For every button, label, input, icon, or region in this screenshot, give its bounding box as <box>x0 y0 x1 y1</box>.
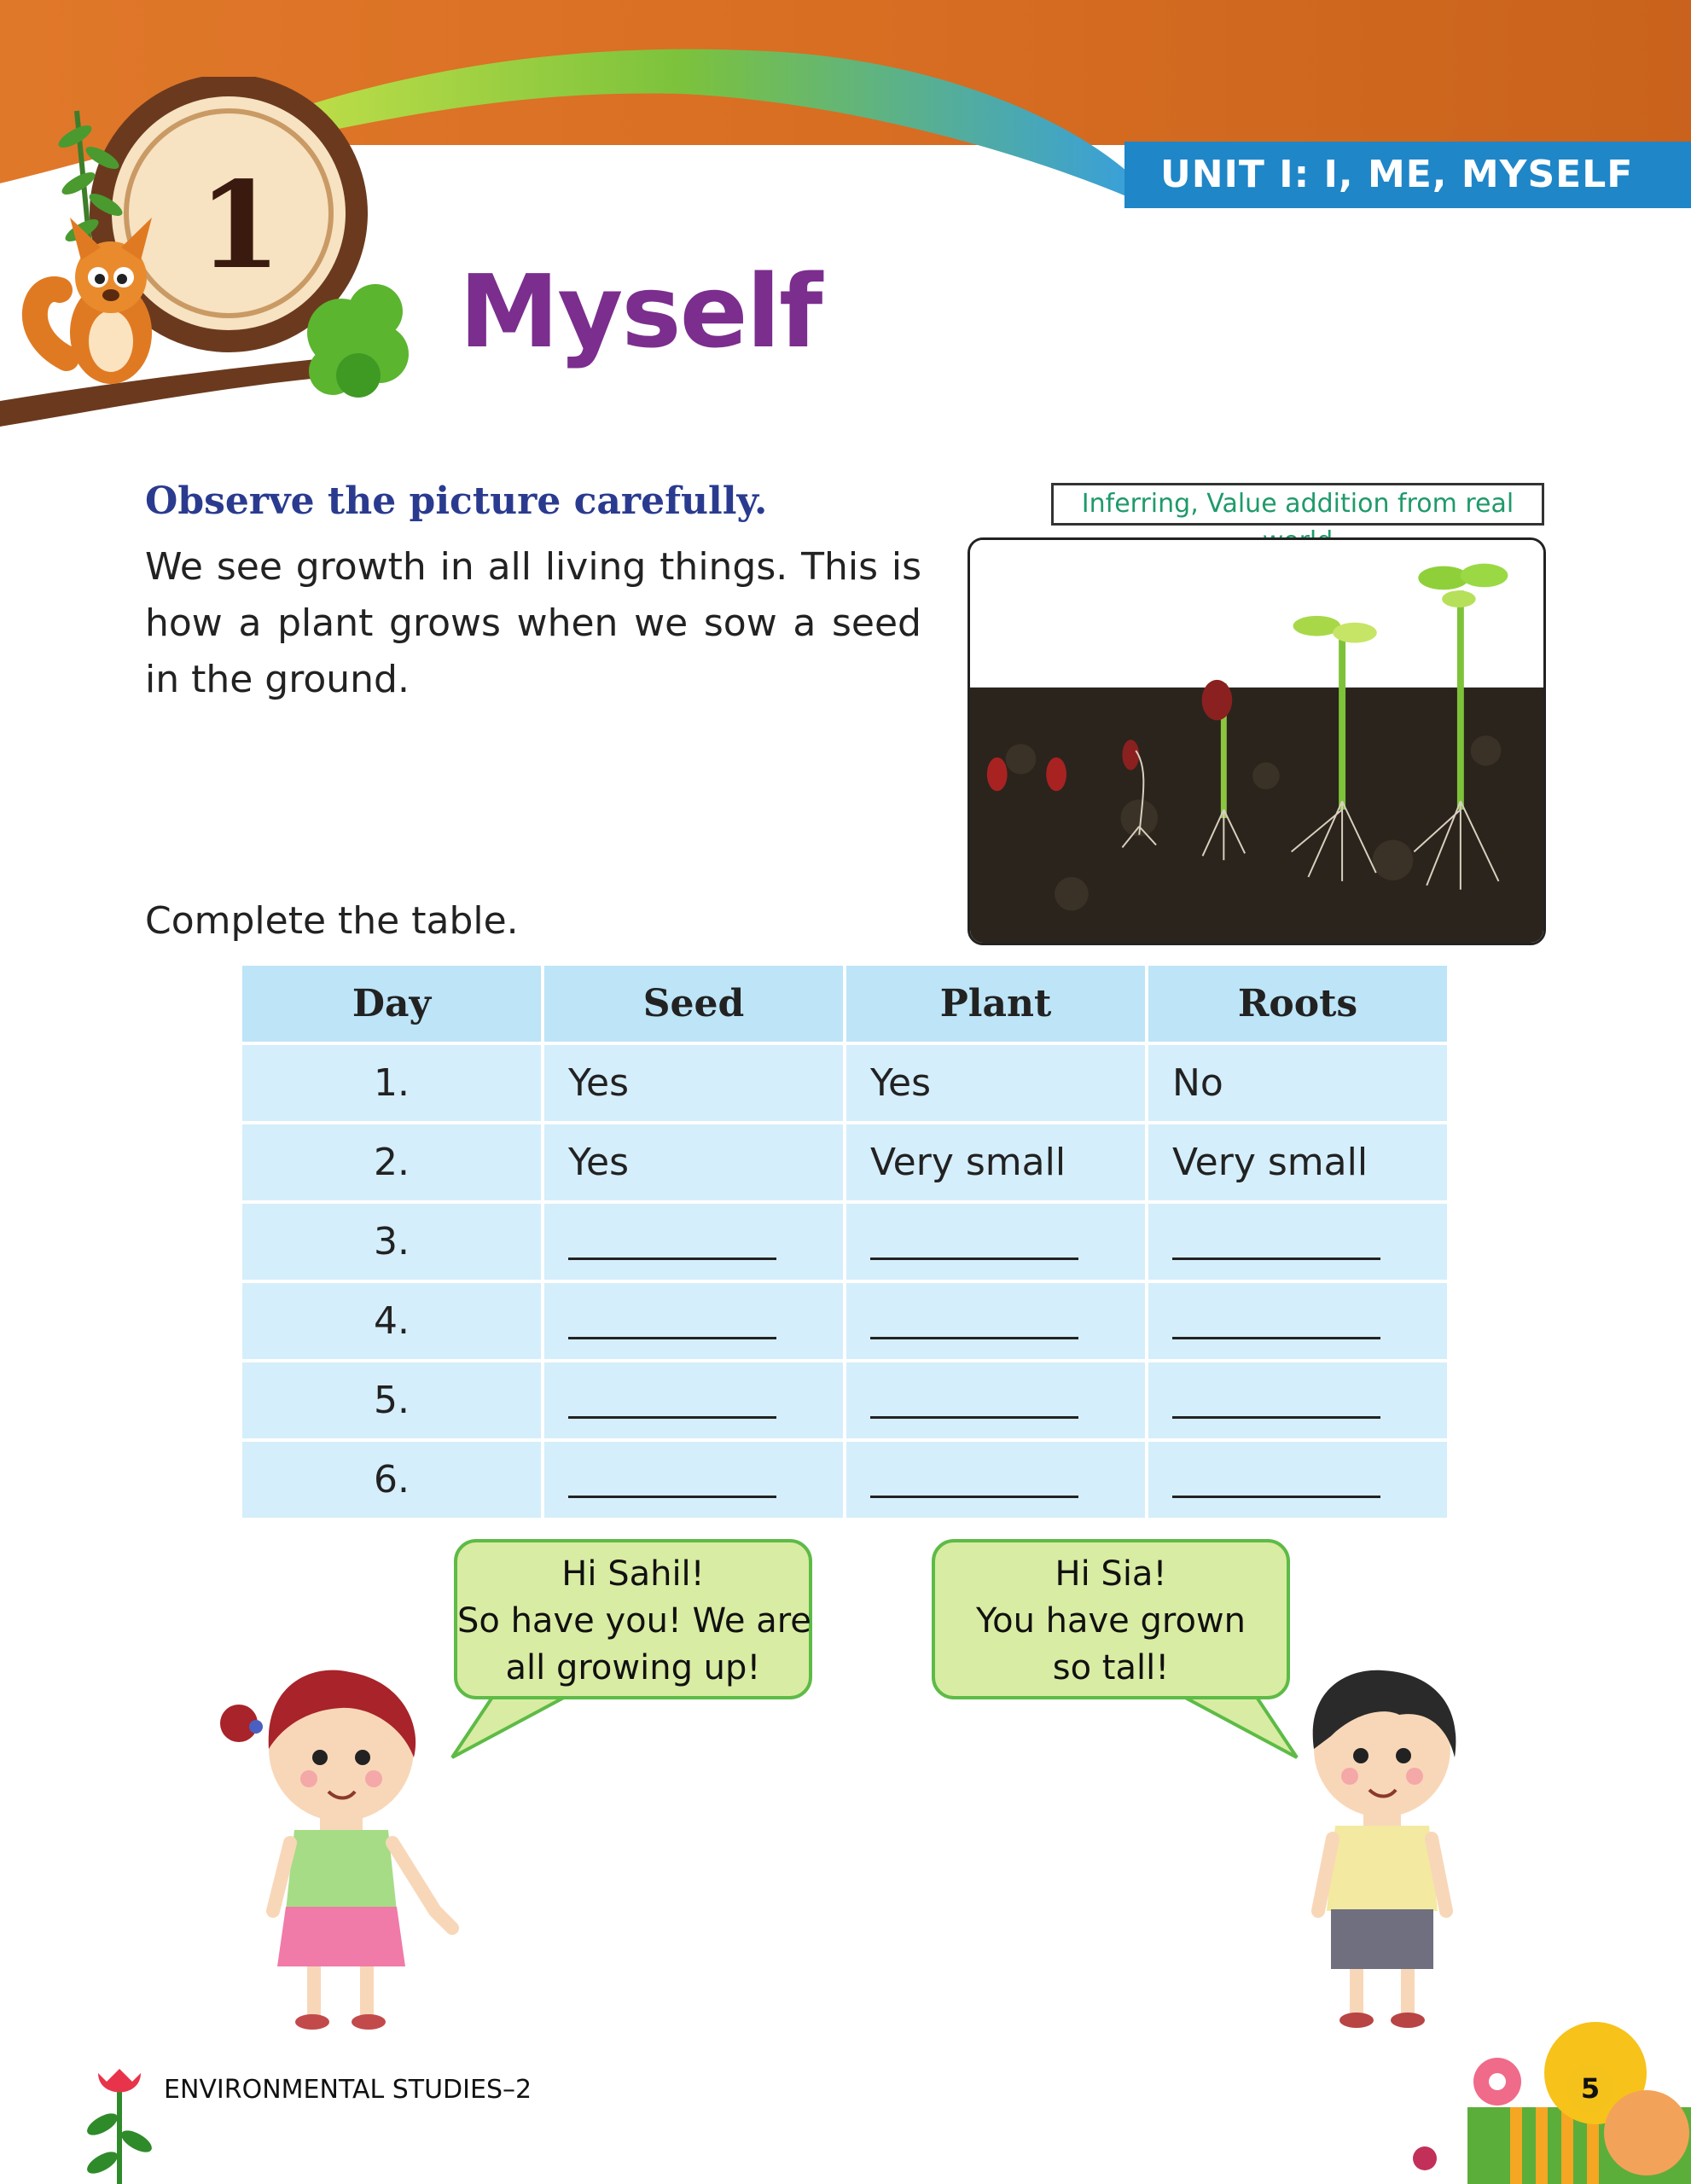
plant-cell <box>846 1204 1145 1280</box>
bubble-line: Hi Sahil! <box>561 1554 705 1594</box>
answer-blank[interactable] <box>568 1387 776 1419</box>
column-header-plant: Plant <box>846 966 1145 1042</box>
day-cell: 2. <box>242 1124 541 1200</box>
seed-cell <box>544 1283 843 1359</box>
footer-plant-icon <box>77 2056 162 2184</box>
seed-cell <box>544 1442 843 1518</box>
bubble-line: You have grown <box>975 1601 1246 1641</box>
bubble-tail-left <box>444 1693 614 1762</box>
bubble-line: So have you! We are <box>457 1601 811 1641</box>
chapter-title: Myself <box>459 253 822 370</box>
seed-cell <box>544 1362 843 1438</box>
answer-blank[interactable] <box>870 1467 1078 1498</box>
seed-stage-1 <box>987 758 1008 791</box>
plant-cell: Yes <box>846 1045 1145 1121</box>
table-row <box>242 1283 1447 1359</box>
day-cell: 3. <box>242 1204 541 1280</box>
answer-blank[interactable] <box>568 1308 776 1339</box>
seed-growth-photo <box>968 537 1546 945</box>
chapter-number: 1 <box>198 156 282 296</box>
table-row <box>242 1045 1447 1121</box>
answer-blank[interactable] <box>870 1308 1078 1339</box>
plant-cell: Very small <box>846 1124 1145 1200</box>
unit-label: UNIT I: I, ME, MYSELF <box>1124 142 1691 208</box>
footer-flowers-decoration <box>1365 1979 1691 2184</box>
table-instruction: Complete the table. <box>145 899 519 943</box>
page-number: 5 <box>1566 2065 1614 2112</box>
roots-cell <box>1148 1283 1447 1359</box>
seed-stage-2 <box>1046 758 1066 791</box>
table-row <box>242 1204 1447 1280</box>
growth-table <box>239 962 1450 1521</box>
column-header-day: Day <box>242 966 541 1042</box>
squirrel-icon <box>35 218 152 384</box>
bubble-line: all growing up! <box>505 1648 761 1687</box>
table-row <box>242 1124 1447 1200</box>
roots-cell <box>1148 1442 1447 1518</box>
roots-cell <box>1148 1362 1447 1438</box>
answer-blank[interactable] <box>1172 1308 1380 1339</box>
seed-cell: Yes <box>544 1124 843 1200</box>
table-header-row <box>242 966 1447 1042</box>
roots-cell <box>1148 1204 1447 1280</box>
column-header-seed: Seed <box>544 966 843 1042</box>
plant-cell <box>846 1442 1145 1518</box>
answer-blank[interactable] <box>1172 1387 1380 1419</box>
answer-blank[interactable] <box>870 1387 1078 1419</box>
seed-cell <box>544 1204 843 1280</box>
day-cell: 4. <box>242 1283 541 1359</box>
footer-book-title: ENVIRONMENTAL STUDIES–2 <box>164 2075 532 2105</box>
observe-heading: Observe the picture carefully. <box>145 479 768 523</box>
roots-cell: No <box>1148 1045 1447 1121</box>
day-cell: 6. <box>242 1442 541 1518</box>
intro-paragraph: We see growth in all living things. This is how a plant grows when we sow a seed in the ground. <box>145 545 921 701</box>
answer-blank[interactable] <box>568 1467 776 1498</box>
speech-bubble-sia <box>454 1539 812 1699</box>
bubble-line: so tall! <box>1052 1648 1170 1687</box>
day-cell: 5. <box>242 1362 541 1438</box>
roots-cell: Very small <box>1148 1124 1447 1200</box>
seed-cell: Yes <box>544 1045 843 1121</box>
column-header-roots: Roots <box>1148 966 1447 1042</box>
plant-cell <box>846 1362 1145 1438</box>
table-row <box>242 1442 1447 1518</box>
bubble-line: Hi Sia! <box>1055 1554 1167 1594</box>
answer-blank[interactable] <box>1172 1467 1380 1498</box>
girl-illustration <box>213 1655 469 2039</box>
answer-blank[interactable] <box>870 1228 1078 1260</box>
day-cell: 1. <box>242 1045 541 1121</box>
plant-cell <box>846 1283 1145 1359</box>
answer-blank[interactable] <box>568 1228 776 1260</box>
skill-tag: Inferring, Value addition from real <box>1051 483 1544 526</box>
answer-blank[interactable] <box>1172 1228 1380 1260</box>
table-row <box>242 1362 1447 1438</box>
speech-bubble-sahil <box>932 1539 1290 1699</box>
